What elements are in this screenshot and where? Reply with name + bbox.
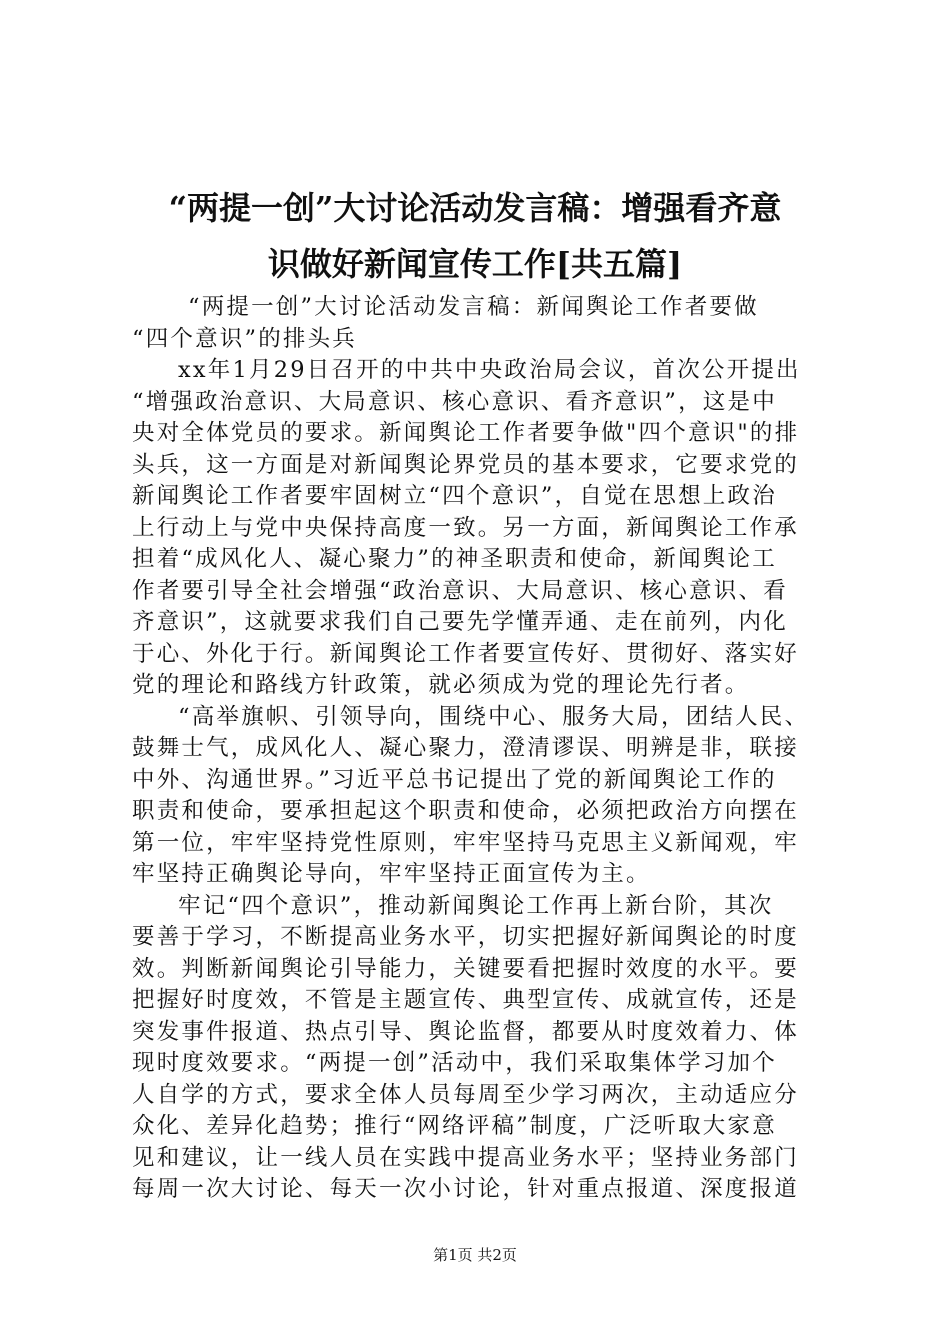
body-line: 于心、外化于行。新闻舆论工作者要宣传好、贯彻好、落实好 (132, 640, 799, 667)
body-line: 见和建议，让一线人员在实践中提高业务水平；坚持业务部门 (132, 1144, 799, 1171)
body-line: “两提一创”大讨论活动发言稿：新闻舆论工作者要做 (188, 294, 759, 320)
body-line: 突发事件报道、热点引导、舆论监督，都要从时度效着力、体 (132, 1018, 799, 1045)
body-line: 牢坚持正确舆论导向，牢牢坚持正面宣传为主。 (132, 861, 651, 887)
body-line: 担着“成风化人、凝心聚力”的神圣职责和使命，新闻舆论工 (132, 546, 777, 572)
body-line: 第一位，牢牢坚持党性原则，牢牢坚持马克思主义新闻观，牢 (132, 829, 799, 856)
body-line: 党的理论和路线方针政策，就必须成为党的理论先行者。 (132, 672, 750, 698)
document-title-line-1: “两提一创”大讨论活动发言稿：增强看齐意 (168, 189, 782, 227)
body-line: 要善于学习，不断提高业务水平，切实把握好新闻舆论的时度 (132, 924, 799, 950)
body-line: 把握好时度效，不管是主题宣传、典型宣传、成就宣传，还是 (132, 987, 799, 1013)
body-line: 现时度效要求。“两提一创”活动中，我们采取集体学习加个 (132, 1050, 777, 1076)
body-line: 央对全体党员的要求。新闻舆论工作者要争做"四个意识"的排 (132, 420, 800, 446)
document-body (132, 292, 828, 1206)
body-line: 鼓舞士气，成风化人、凝心聚力，澄清谬误、明辨是非，联接 (132, 735, 799, 761)
body-line: 作者要引导全社会增强“政治意识、大局意识、核心意识、看 (132, 577, 788, 604)
body-line: 效。判断新闻舆论引导能力，关键要看把握时效度的水平。要 (132, 955, 799, 982)
page-footer: 第1页 共2页 (433, 1246, 517, 1264)
body-line: 众化、差异化趋势；推行“网络评稿”制度，广泛听取大家意 (132, 1113, 777, 1139)
body-line: 新闻舆论工作者要牢固树立“四个意识”，自觉在思想上政治 (132, 483, 777, 509)
body-line: 每周一次大讨论、每天一次小讨论，针对重点报道、深度报道 (132, 1176, 799, 1202)
body-line: 齐意识”，这就要求我们自己要先学懂弄通、走在前列，内化 (132, 609, 788, 635)
body-line: 上行动上与党中央保持高度一致。另一方面，新闻舆论工作承 (132, 514, 799, 541)
body-line: 牢记“四个意识”，推动新闻舆论工作再上新台阶，其次 (178, 892, 774, 919)
body-line: “增强政治意识、大局意识、核心意识、看齐意识”，这是中 (132, 388, 777, 415)
document-title-line-2: 识做好新闻宣传工作[共五篇] (267, 245, 683, 283)
body-line: 中外、沟通世界。”习近平总书记提出了党的新闻舆论工作的 (132, 766, 777, 793)
body-line: “高举旗帜、引领导向，围绕中心、服务大局，团结人民、 (178, 703, 810, 730)
body-line: 头兵，这一方面是对新闻舆论界党员的基本要求，它要求党的 (132, 451, 799, 478)
body-line: 人自学的方式，要求全体人员每周至少学习两次，主动适应分 (132, 1081, 799, 1108)
body-line: xx年1月29日召开的中共中央政治局会议，首次公开提出 (178, 357, 801, 383)
body-line: “四个意识”的排头兵 (132, 325, 358, 352)
body-line: 职责和使命，要承担起这个职责和使命，必须把政治方向摆在 (132, 798, 799, 824)
